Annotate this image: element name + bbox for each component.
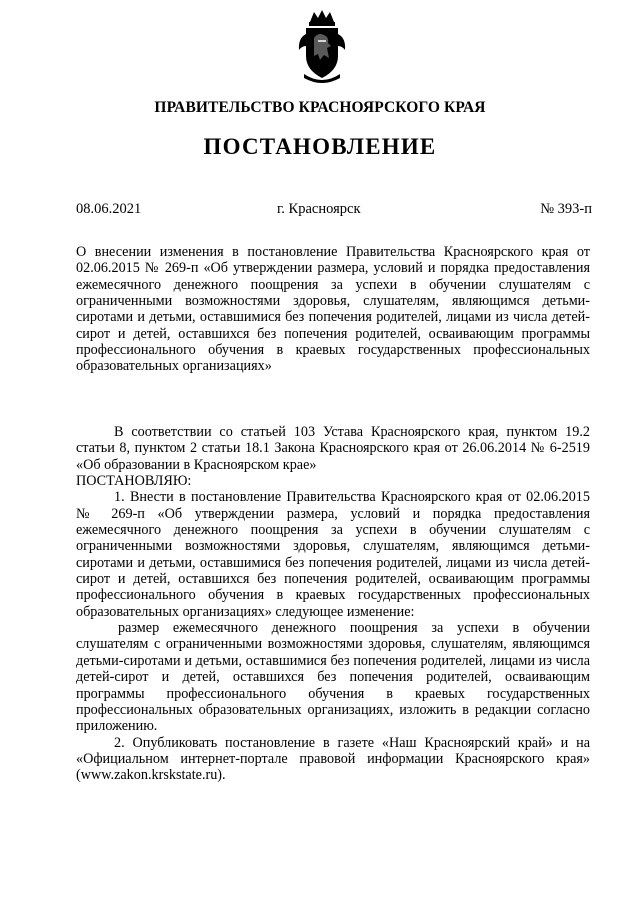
document-date: 08.06.2021 bbox=[76, 201, 142, 217]
krasnoyarsk-coat-of-arms-icon bbox=[296, 8, 348, 86]
item-1-change-paragraph: размер ежемесячного денежного поощрения за успехи в обучении слушателям с ограниченными возможностями здоровья, слушателям, являющимся детьми-сиротами и детьми, оставшимися без попечения родителей, лицами из числа детей-сирот и детей, оставшихся без попечения родителей, осваивающим программы профессионального обучения в краевых государственных профессиональных образовательных организациях, изложить в редакции согласно приложению. bbox=[76, 620, 590, 735]
organization-name: ПРАВИТЕЛЬСТВО КРАСНОЯРСКОГО КРАЯ bbox=[154, 99, 486, 116]
document-title-block bbox=[76, 244, 590, 375]
item-1-paragraph: 1. Внести в постановление Правительства Красноярского края от 02.06.2015 № 269-п «Об утверждении размера, условий и порядка предоставления ежемесячного денежного поощрения за успехи в обучении слушателям с ограниченными возможностями здоровья, слушателям, являющимся детьми-сиротами и детьми, оставшимися без попечения родителей, лицами из числа детей-сирот и детей, оставшихся без попечения родителей, осваивающим программы профессионального обучения в краевых государственных профессиональных образовательных организациях» следующее изменение: bbox=[76, 489, 590, 620]
preamble-paragraph: В соответствии со статьей 103 Устава Красноярского края, пунктом 19.2 статьи 8, пунктом 2 статьи 18.1 Закона Красноярского края от 26.06.2014 № 6-2519 «Об образовании в Красноярском крае» bbox=[76, 424, 590, 473]
document-body bbox=[76, 424, 590, 784]
document-number: № 393-п bbox=[540, 201, 592, 217]
item-2-paragraph: 2. Опубликовать постановление в газете «Наш Красноярский край» и на «Официальном интернет-портале правовой информации Красноярского края» (www.zakon.krskstate.ru). bbox=[76, 734, 590, 784]
document-city: г. Красноярск bbox=[277, 201, 361, 217]
resolve-line: ПОСТАНОВЛЯЮ: bbox=[76, 473, 192, 490]
document-title: О внесении изменения в постановление Правительства Красноярского края от 02.06.2015 № 269-п «Об утверждении размера, условий и порядка предоставления ежемесячного денежного поощрения за успехи в обучении слушателям с ограниченными возможностями здоровья, слушателям, являющимся детьми-сиротами и детьми, оставшимися без попечения родителей, лицами из числа детей-сирот и детей, оставшихся без попечения родителей, осваивающим программы профессионального обучения в краевых государственных профессиональных образовательных организациях» bbox=[76, 244, 590, 375]
document-type: ПОСТАНОВЛЕНИЕ bbox=[203, 134, 437, 159]
